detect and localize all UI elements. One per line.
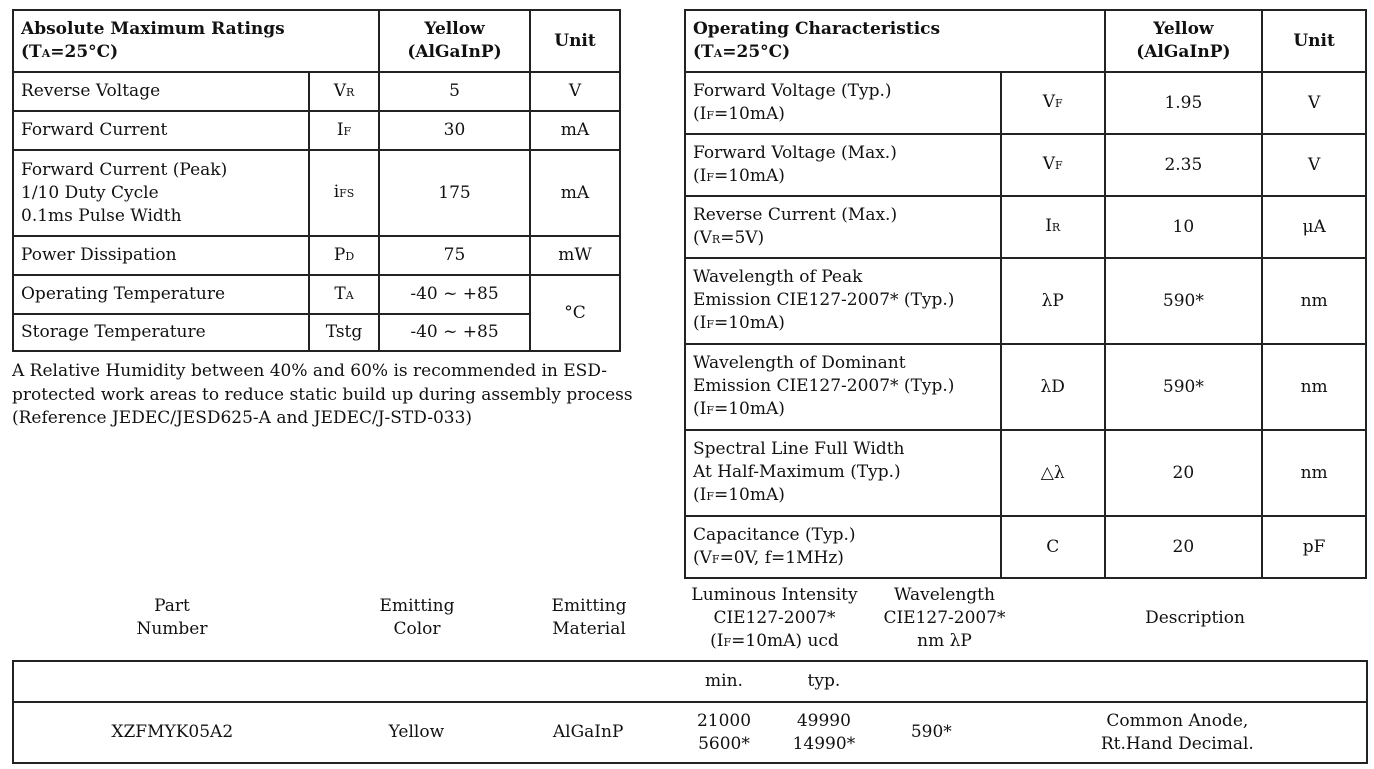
absolute-maximum-ratings-table bbox=[12, 9, 621, 352]
header-part-number: Part Number bbox=[136, 596, 208, 639]
param-cell: Wavelength of Dominant Emission CIE127-2007* (Typ.) (IF=10mA) bbox=[685, 344, 1001, 430]
header-wavelength: Wavelength CIE127-2007* nm λP bbox=[883, 585, 1006, 651]
value-cell: -40 ~ +85 bbox=[379, 314, 530, 351]
symbol-cell: λP bbox=[1001, 258, 1105, 344]
abs-title: Absolute Maximum Ratings bbox=[21, 18, 285, 39]
op-condition: (TA=25°C) bbox=[693, 41, 791, 62]
symbol-cell: Tstg bbox=[309, 314, 379, 351]
unit-cell: mA bbox=[530, 150, 620, 236]
param-cell: Spectral Line Full Width At Half-Maximum (Typ.) (IF=10mA) bbox=[685, 430, 1001, 516]
op-title: Operating Characteristics bbox=[693, 18, 941, 39]
table-row bbox=[13, 150, 620, 236]
min-typ-row bbox=[13, 661, 1367, 702]
table-row bbox=[13, 275, 620, 314]
value-cell: 30 bbox=[379, 111, 530, 150]
value-cell: -40 ~ +85 bbox=[379, 275, 530, 314]
symbol-cell: C bbox=[1001, 516, 1105, 578]
value-cell: 75 bbox=[379, 236, 530, 275]
abs-title-cell bbox=[13, 10, 379, 72]
abs-header-row bbox=[13, 10, 620, 72]
table-row bbox=[685, 196, 1366, 258]
value-cell: 590* bbox=[1105, 344, 1263, 430]
material-cell: AlGaInP bbox=[502, 702, 674, 763]
value-cell: 20 bbox=[1105, 430, 1263, 516]
description-cell: Common Anode, Rt.Hand Decimal. bbox=[989, 702, 1367, 763]
param-cell: Forward Current (Peak) 1/10 Duty Cycle 0.1ms Pulse Width bbox=[13, 150, 309, 236]
table-row bbox=[13, 314, 620, 351]
header-emitting-material: Emitting Material bbox=[551, 596, 627, 639]
wavelength-cell: 590* bbox=[874, 702, 989, 763]
symbol-cell: △λ bbox=[1001, 430, 1105, 516]
op-title-cell bbox=[685, 10, 1105, 72]
symbol-cell: TA bbox=[309, 275, 379, 314]
table-row bbox=[685, 258, 1366, 344]
value-cell: 175 bbox=[379, 150, 530, 236]
value-cell: 2.35 bbox=[1105, 134, 1263, 196]
table-row bbox=[685, 344, 1366, 430]
esd-note: A Relative Humidity between 40% and 60% is recommended in ESD-protected work areas to reduce static build up during assembly process (Reference JEDEC/JESD625-A and JEDEC/J-STD-033) bbox=[12, 361, 633, 428]
symbol-cell: PD bbox=[309, 236, 379, 275]
param-cell: Capacitance (Typ.) (VF=0V, f=1MHz) bbox=[685, 516, 1001, 578]
value-cell: 1.95 bbox=[1105, 72, 1263, 134]
param-cell: Wavelength of Peak Emission CIE127-2007* (Typ.) (IF=10mA) bbox=[685, 258, 1001, 344]
unit-cell: mW bbox=[530, 236, 620, 275]
unit-cell: nm bbox=[1262, 430, 1366, 516]
unit-cell: nm bbox=[1262, 344, 1366, 430]
param-cell: Storage Temperature bbox=[13, 314, 309, 351]
value-cell: 20 bbox=[1105, 516, 1263, 578]
table-row bbox=[685, 516, 1366, 578]
table-row bbox=[685, 430, 1366, 516]
min-label: min. bbox=[674, 661, 774, 702]
param-cell: Power Dissipation bbox=[13, 236, 309, 275]
header-description: Description bbox=[1145, 608, 1245, 628]
unit-cell: °C bbox=[530, 275, 620, 351]
operating-characteristics-table bbox=[684, 9, 1367, 579]
part-number-table bbox=[12, 660, 1368, 764]
unit-cell: mA bbox=[530, 111, 620, 150]
abs-col-unit: Unit bbox=[530, 10, 620, 72]
value-cell: 5 bbox=[379, 72, 530, 111]
param-cell: Forward Current bbox=[13, 111, 309, 150]
header-emitting-color: Emitting Color bbox=[379, 596, 455, 639]
symbol-cell: VF bbox=[1001, 134, 1105, 196]
op-col-unit: Unit bbox=[1262, 10, 1366, 72]
table-row bbox=[13, 702, 1367, 763]
part-number-cell: XZFMYK05A2 bbox=[13, 702, 331, 763]
op-col-yellow: Yellow (AlGaInP) bbox=[1105, 10, 1263, 72]
unit-cell: μA bbox=[1262, 196, 1366, 258]
param-cell: Reverse Current (Max.) (VR=5V) bbox=[685, 196, 1001, 258]
symbol-cell: IR bbox=[1001, 196, 1105, 258]
part-table-header bbox=[12, 584, 1368, 659]
table-row bbox=[685, 134, 1366, 196]
table-row bbox=[13, 111, 620, 150]
value-cell: 590* bbox=[1105, 258, 1263, 344]
unit-cell: pF bbox=[1262, 516, 1366, 578]
param-cell: Forward Voltage (Max.) (IF=10mA) bbox=[685, 134, 1001, 196]
typ-values-cell: 49990 14990* bbox=[774, 702, 874, 763]
param-cell: Operating Temperature bbox=[13, 275, 309, 314]
abs-col-yellow: Yellow (AlGaInP) bbox=[379, 10, 530, 72]
symbol-cell: VF bbox=[1001, 72, 1105, 134]
min-values-cell: 21000 5600* bbox=[674, 702, 774, 763]
table-row bbox=[13, 72, 620, 111]
table-row bbox=[685, 72, 1366, 134]
symbol-cell: iFS bbox=[309, 150, 379, 236]
param-cell: Forward Voltage (Typ.) (IF=10mA) bbox=[685, 72, 1001, 134]
typ-label: typ. bbox=[774, 661, 874, 702]
unit-cell: V bbox=[530, 72, 620, 111]
symbol-cell: IF bbox=[309, 111, 379, 150]
param-cell: Reverse Voltage bbox=[13, 72, 309, 111]
symbol-cell: λD bbox=[1001, 344, 1105, 430]
header-luminous-intensity: Luminous Intensity CIE127-2007* (IF=10mA) ucd bbox=[691, 585, 858, 651]
unit-cell: V bbox=[1262, 72, 1366, 134]
unit-cell: V bbox=[1262, 134, 1366, 196]
op-header-row bbox=[685, 10, 1366, 72]
symbol-cell: VR bbox=[309, 72, 379, 111]
unit-cell: nm bbox=[1262, 258, 1366, 344]
table-row bbox=[13, 236, 620, 275]
color-cell: Yellow bbox=[331, 702, 503, 763]
value-cell: 10 bbox=[1105, 196, 1263, 258]
abs-condition: (TA=25°C) bbox=[21, 41, 119, 62]
